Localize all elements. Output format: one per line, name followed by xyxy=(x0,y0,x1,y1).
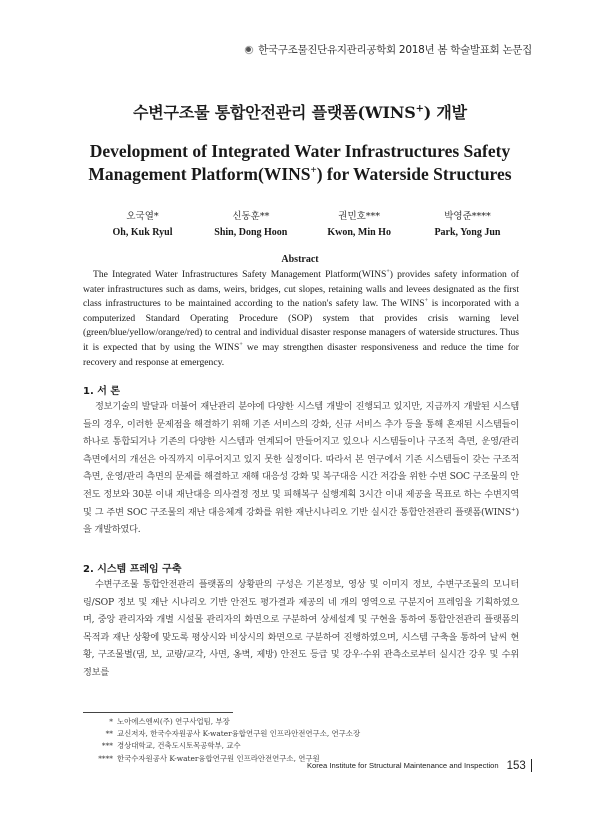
footnote: * 노아에스엔씨(주) 연구사업팀, 부장 xyxy=(109,717,230,726)
english-title xyxy=(0,140,600,186)
korean-title: 수변구조물 통합안전관리 플랫폼(WINS+) 개발 xyxy=(133,103,467,122)
author-name-en: Oh, Kuk Ryul xyxy=(112,227,173,238)
footer-divider xyxy=(531,759,532,772)
author xyxy=(307,208,412,238)
author xyxy=(198,208,303,238)
running-header xyxy=(243,42,532,57)
section-2-title: 2. 시스템 프레임 구축 xyxy=(83,564,182,575)
abstract-body: The Integrated Water Infrastructures Safety Management Platform(WINS+) provides safety information of water infrastructures such as dams, weirs, bridges, cut slopes, retaining walls and levees designated as the first class infrastructures to be maintained according to the nation's safety law. The WINS+ is incorporated with a computerized Standard Operating Procedure (SOP) system that provides crisis warning level (green/blue/yellow/orange/red) to central and individual disaster response managers of waterside structures. Thus it is expected that by using the WINS+ we may strengthen disaster responsiveness and reduce the time for recovery and response at emergency. xyxy=(83,268,519,368)
page-number: 153 xyxy=(506,759,526,772)
author-name-ko: 박영준**** xyxy=(444,211,491,222)
footnote-rule xyxy=(83,712,233,713)
english-title-line-1: Development of Integrated Water Infrastructures Safety xyxy=(89,141,511,161)
page-footer xyxy=(307,759,532,772)
section-1-title: 1. 서 론 xyxy=(83,386,121,397)
author-name-en: Kwon, Min Ho xyxy=(327,227,391,238)
footnote: *** 경상대학교, 건축도시토목공학부, 교수 xyxy=(101,741,241,751)
author-name-ko: 권민호*** xyxy=(338,211,381,222)
footer-institute: Korea Institute for Structural Maintenance and Inspection xyxy=(306,761,499,770)
footnote: ** 교신저자, 한국수자원공사 K-water융합연구원 인프라안전연구소, 연구소장 xyxy=(105,729,361,739)
section-1-body: 정보기술의 발달과 더불어 재난관리 분야에 다양한 시스템 개발이 진행되고 있지만, 지금까지 개발된 시스템들의 경우, 이러한 문제점을 해결하기 위해 기존 서비스의 강화, 신규 서비스 추가 등을 통해 혼재된 시스템들이 하나로 통합되거나 기존의 다양한 시스템과 연계되어 만들어지고 있으나 시스템들이나 구조적 측면, 운영/관리 측면에서의 개선은 아직까지 이루어지고 있지 못한 실정이다. 따라서 본 연구에서 기존 시스템들이 갖는 구조적 측면, 운영/관리 측면의 문제를 해결하고 재해 대응성 강화 및 복구대응 시간 저감을 위한 수변 SOC 구조물의 안전도 정보와 30분 이내 재난대응 의사결정 정보 및 피해복구 실행계획 3시간 이내 제공을 목표로 하는 수변지역 및 그 주변 SOC 구조물의 재난 대응체계 강화를 위한 재난시나리오 기반 실시간 통합안전관리 플랫폼(WINS+)을 개발하였다. xyxy=(83,401,519,536)
section-2-body: 수변구조물 통합안전관리 플랫폼의 상황판의 구성은 기본정보, 영상 및 이미지 정보, 수변구조물의 모니터링/SOP 정보 및 재난 시나리오 기반 안전도 평가결과 제공의 네 개의 영역으로 구분지어 프레임을 기획하였으며, 중앙 관리자와 개별 시설물 관리자의 화면으로 구분하여 상세설계 및 구현을 통하여 통합안전관리 플랫폼의 목적과 재난 상황에 맞도록 평상시와 비상시의 화면으로 구분하여 진행하였으며, 시스템 구축을 통하여 날씨 현황, 구조물별(댐, 보, 교량/교각, 사면, 옹벽, 제방) 안전도 등급 및 강우·수위 관측소로부터 실시간 강우 및 수위 정보를 xyxy=(83,579,519,678)
author-name-ko: 오국열* xyxy=(126,211,159,222)
author xyxy=(90,208,195,238)
author xyxy=(415,208,520,238)
author-name-ko: 신동훈** xyxy=(232,211,270,222)
footnotes xyxy=(83,716,360,765)
abstract-heading: Abstract xyxy=(281,254,319,265)
english-title-line-2: Management Platform(WINS+) for Waterside Structures xyxy=(88,164,512,184)
author-list xyxy=(90,208,520,238)
author-name-en: Park, Yong Jun xyxy=(434,227,501,238)
author-name-en: Shin, Dong Hoon xyxy=(214,227,288,238)
footnote: **** 한국수자원공사 K-water융합연구원 인프라안전연구소, 연구원 xyxy=(98,753,320,763)
running-header-text: 한국구조물진단유지관리공학회 2018년 봄 학술발표회 논문집 xyxy=(258,44,532,56)
seal-icon xyxy=(243,44,255,56)
